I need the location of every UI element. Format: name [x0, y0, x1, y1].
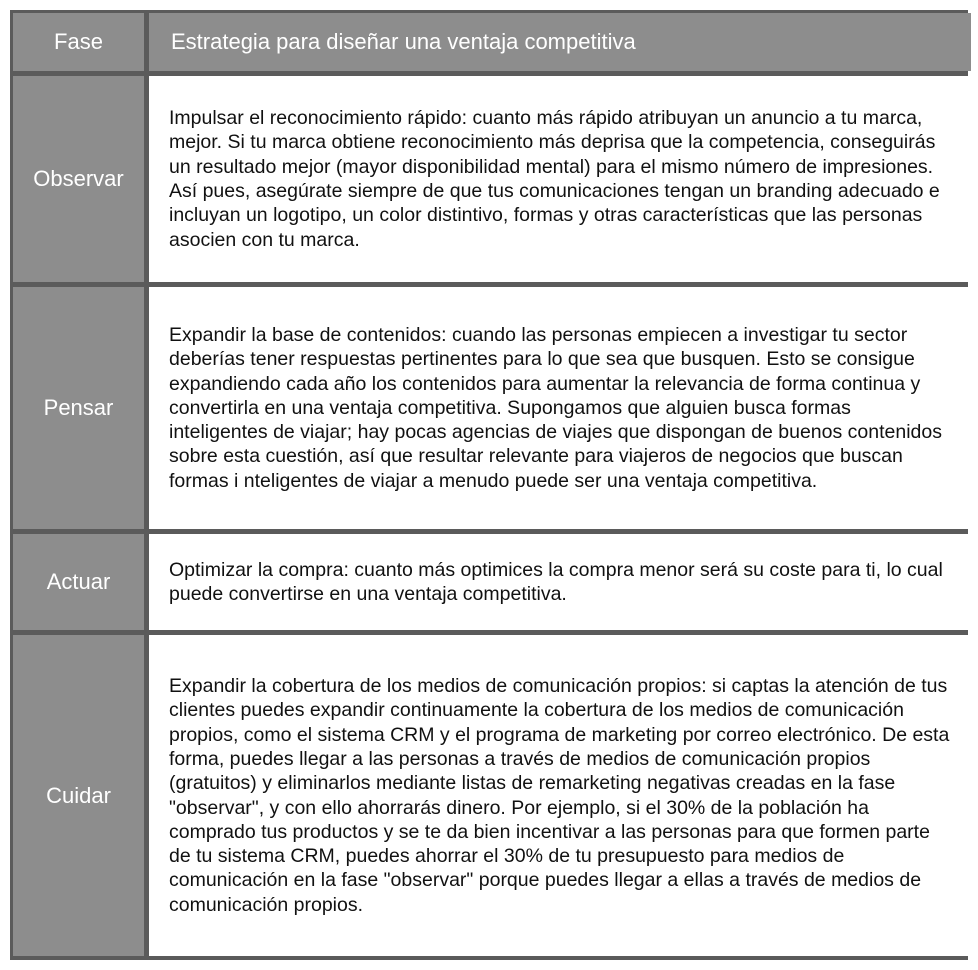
strategy-cell-cuidar	[149, 635, 971, 956]
strategy-text: Expandir la base de contenidos: cuando las personas empiecen a investigar tu sector deberías tener respuestas pertinentes para lo que sea que busquen. Esto se consigue expandiendo cada año los contenidos para aumentar la relevancia de forma continua y convertirla en una ventaja competitiva. Supongamos que alguien busca formas inteligentes de viajar; hay pocas agencias de viajes que dispongan de buenos contenidos sobre esta cuestión, así que resultar relevante para viajeros de negocios que buscan formas i nteligentes de viajar a menudo puede ser una ventaja competitiva.	[169, 323, 942, 492]
strategy-cell-actuar	[149, 534, 971, 630]
phase-cell-actuar: Actuar	[13, 534, 144, 630]
phase-cell-cuidar: Cuidar	[13, 635, 144, 956]
header-strategy: Estrategia para diseñar una ventaja competitiva	[149, 13, 971, 71]
strategy-cell-pensar	[149, 287, 971, 529]
phase-cell-observar: Observar	[13, 76, 144, 282]
strategy-text: Optimizar la compra: cuanto más optimices la compra menor será su coste para ti, lo cual puede convertirse en una ventaja competitiva.	[169, 558, 943, 605]
strategy-text: Expandir la cobertura de los medios de comunicación propios: si captas la atención de tus clientes puedes expandir continuamente la cobertura de los medios de comunicación propios, como el sistema CRM y el programa de marketing por correo electrónico. De esta forma, puedes llegar a las personas a través de medios de comunicación propios (gratuitos) y eliminarlos mediante listas de remarketing negativas creadas en la fase "observar", y con ello ahorrarás dinero. Por ejemplo, si el 30% de la población ha comprado tus productos y se te da bien incentivar a las personas para que formen parte de tu sistema CRM, puedes ahorrar el 30% de tu presupuesto para medios de comunicación en la fase "observar" porque puedes llegar a ellas a través de medios de comunicación propios.	[169, 675, 950, 916]
phase-cell-pensar: Pensar	[13, 287, 144, 529]
strategy-cell-observar	[149, 76, 971, 282]
strategy-table	[10, 10, 968, 960]
strategy-text: Impulsar el reconocimiento rápido: cuanto más rápido atribuyan un anuncio a tu marca, mejor. Si tu marca obtiene reconocimiento más deprisa que la competencia, conseguirás un resultado mejor (mayor disponibilidad mental) para el mismo número de impresiones. Así pues, asegúrate siempre de que tus comunicaciones tengan un branding adecuado e incluyan un logotipo, un color distintivo, formas y otras características que las personas asocien con tu marca.	[169, 107, 940, 251]
header-phase: Fase	[13, 13, 144, 71]
